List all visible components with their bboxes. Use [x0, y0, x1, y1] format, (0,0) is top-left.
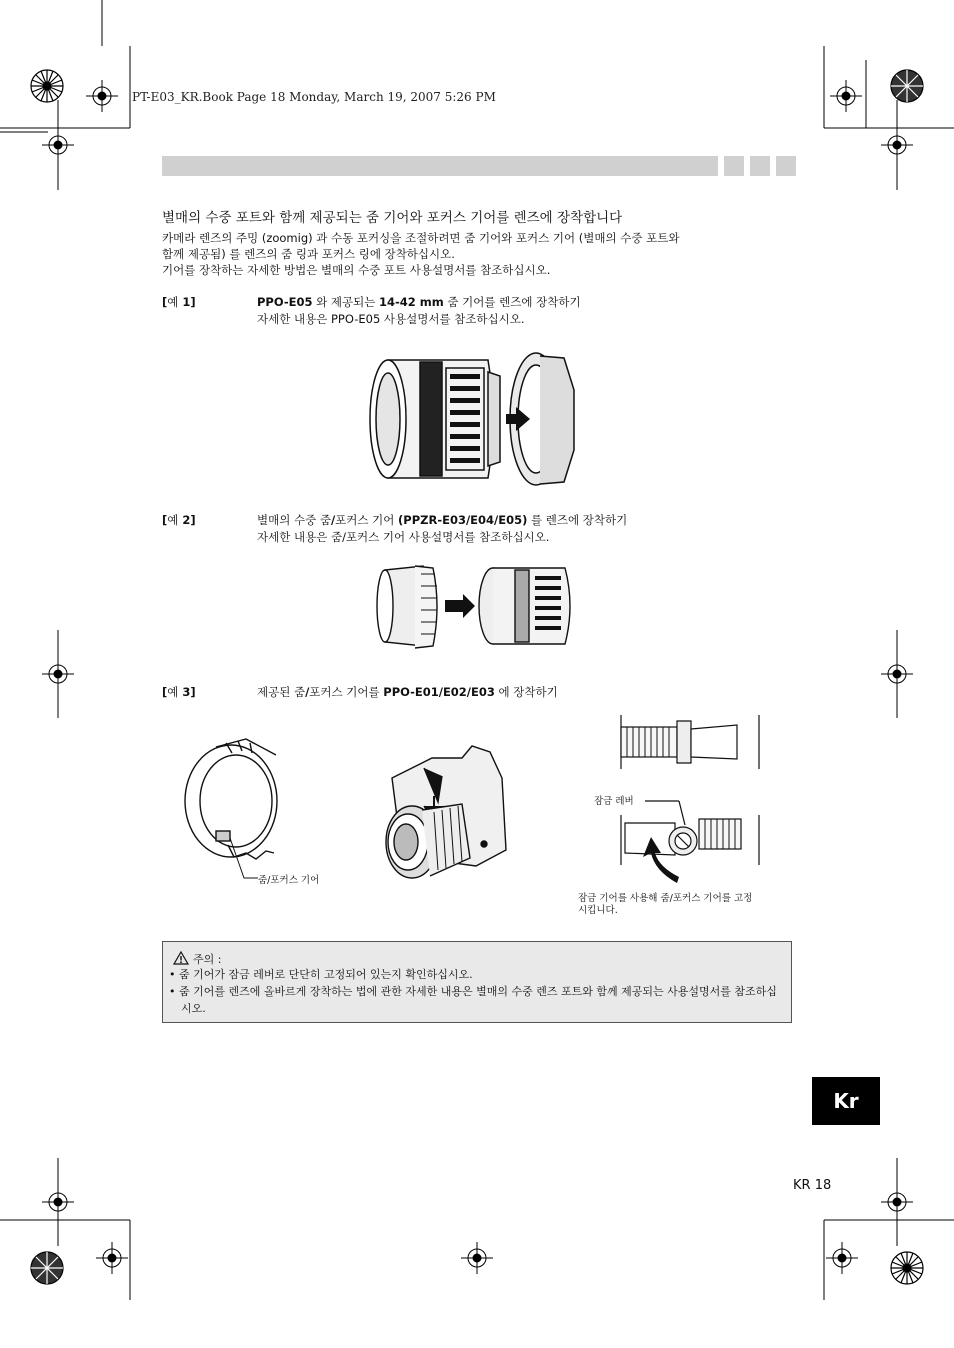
lock-lever-caption: 잠금 레버	[594, 796, 634, 807]
example-2-text: 별매의 수중 줌/포커스 기어 (PPZR-E03/E04/E05) 를 렌즈에 장착하기 자세한 내용은 줌/포커스 기어 사용설명서를 참조하십시오.	[257, 513, 628, 544]
intro-text	[162, 230, 797, 278]
example-2-label: [예 2]	[162, 513, 196, 527]
header-square-2	[750, 156, 770, 176]
caution-box	[162, 941, 792, 1023]
intro-line: 함께 제공됨) 를 렌즈의 줌 링과 포커스 링에 장착하십시오.	[162, 247, 455, 261]
zoom-focus-gear-caption: 줌/포커스 기어	[258, 875, 320, 886]
header-square-3	[776, 156, 796, 176]
warning-triangle-icon	[173, 951, 189, 965]
intro-line: 기어를 장착하는 자세한 방법은 별매의 수중 포트 사용설명서를 참조하십시오.	[162, 263, 551, 277]
gear-lock-bottom-illustration	[615, 795, 785, 885]
caption-leader-line	[200, 820, 260, 880]
gear-lens-illustration	[375, 562, 585, 652]
example-1-text: PPO-E05 와 제공되는 14-42 mm 줌 기어를 렌즈에 장착하기 자세한 내용은 PPO-E05 사용설명서를 참조하십시오.	[257, 295, 581, 326]
header-square-1	[724, 156, 744, 176]
intro-line: 카메라 렌즈의 주밍 (zoomig) 과 수동 포커싱을 조절하려면 줌 기어와 포커스 기어 (별매의 수중 포트와	[162, 231, 680, 245]
camera-gear-illustration	[372, 738, 522, 888]
caution-item: • 줌 기어를 렌즈에 올바르게 장착하는 법에 관한 자세한 내용은 별매의 수중 렌즈 포트와 함께 제공되는 사용설명서를 참조하십시오.	[169, 985, 777, 1015]
lens-port-illustration	[368, 350, 578, 490]
example-3-label: [예 3]	[162, 685, 196, 699]
example-3-text: 제공된 줌/포커스 기어를 PPO-E01/E02/E03 에 장착하기	[257, 685, 558, 699]
lock-instruction-caption: 잠금 기어를 사용해 줌/포커스 기어를 고정 시킵니다.	[578, 893, 753, 916]
caution-item: • 줌 기어가 잠금 레버로 단단히 고정되어 있는지 확인하십시오.	[169, 968, 473, 981]
caution-list	[169, 966, 781, 1017]
section-title: 별매의 수중 포트와 함께 제공되는 줌 기어와 포커스 기어를 렌즈에 장착합니다	[162, 210, 623, 226]
gear-lock-top-illustration	[615, 715, 765, 775]
language-tab: Kr	[812, 1077, 880, 1125]
header-bar	[162, 156, 718, 176]
running-head: PT-E03_KR.Book Page 18 Monday, March 19, 2007 5:26 PM	[132, 90, 496, 104]
page-number: KR 18	[793, 1178, 832, 1193]
caution-title: 주의 :	[173, 949, 221, 967]
example-1-label: [예 1]	[162, 295, 196, 309]
